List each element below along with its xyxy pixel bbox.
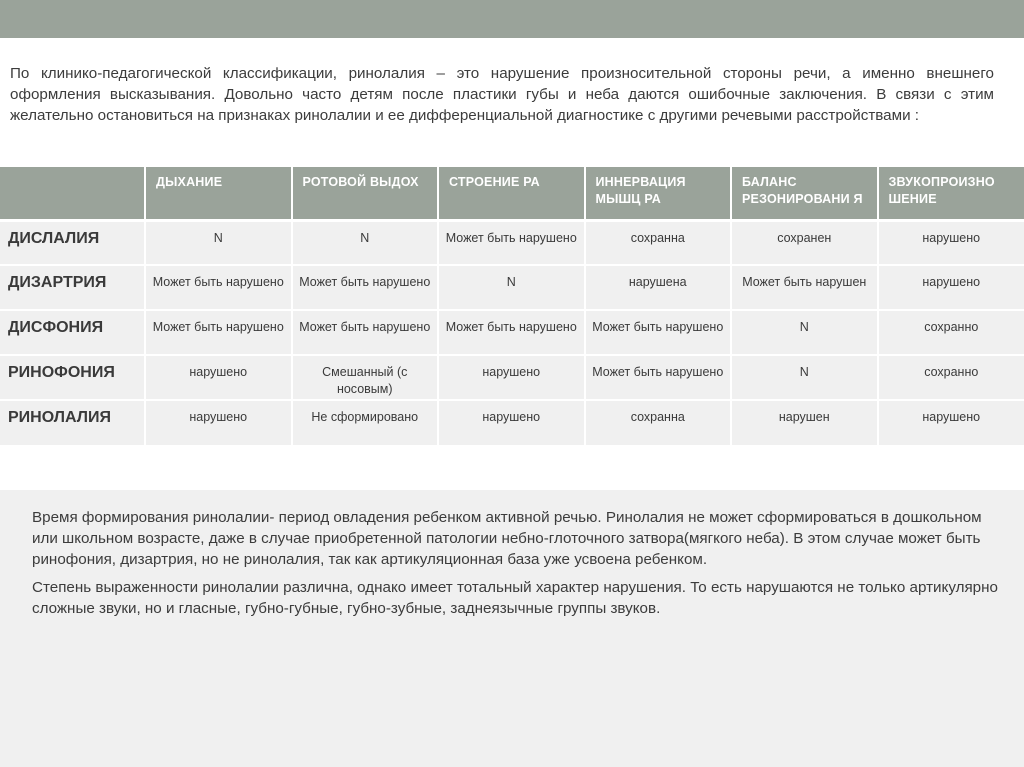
table-cell: Может быть нарушено [292, 310, 439, 355]
table-cell: N [438, 265, 585, 310]
table-row [0, 310, 1024, 355]
row-label: ДИЗАРТРИЯ [0, 265, 145, 310]
table-cell: Может быть нарушено [292, 265, 439, 310]
table-cell: Не сформировано [292, 400, 439, 445]
header-cell-resonance: БАЛАНС РЕЗОНИРОВАНИ Я [731, 167, 878, 220]
table-cell: нарушено [438, 400, 585, 445]
header-cell-oral-exhale: РОТОВОЙ ВЫДОХ [292, 167, 439, 220]
table-cell: N [145, 220, 292, 265]
table-cell: нарушен [731, 400, 878, 445]
header-cell-breathing: ДЫХАНИЕ [145, 167, 292, 220]
row-label: РИНОФОНИЯ [0, 355, 145, 400]
header-cell-sound-production: ЗВУКОПРОИЗНО ШЕНИЕ [878, 167, 1024, 220]
table-cell: нарушено [878, 220, 1024, 265]
table-cell: Может быть нарушено [438, 220, 585, 265]
table-cell: сохранна [585, 220, 732, 265]
table-cell: сохранно [878, 310, 1024, 355]
intro-paragraph: По клинико-педагогической классификации, ринолалия – это нарушение произносительной стороны речи, а именно внешнего оформления высказывания. Довольно часто детям после пластики губы и неба даются ошибочные заключения. В связи с этим желательно остановиться на признаках ринолалии и ее дифференциальной диагностике с другими речевыми расстройствами : [10, 65, 994, 124]
table-cell: сохранно [878, 355, 1024, 400]
row-label: ДИСЛАЛИЯ [0, 220, 145, 265]
row-label: ДИСФОНИЯ [0, 310, 145, 355]
table-cell: нарушено [145, 400, 292, 445]
table-cell: N [731, 310, 878, 355]
table-cell: сохранна [585, 400, 732, 445]
table-cell: нарушена [585, 265, 732, 310]
table-cell: нарушено [438, 355, 585, 400]
table-cell: Может быть нарушено [585, 310, 732, 355]
table-cell: нарушено [878, 265, 1024, 310]
table-cell: Может быть нарушено [145, 310, 292, 355]
table-header-row [0, 167, 1024, 220]
header-band [0, 0, 1024, 38]
table-cell: сохранен [731, 220, 878, 265]
table-row [0, 400, 1024, 445]
table-cell: Может быть нарушено [585, 355, 732, 400]
table-cell: Может быть нарушен [731, 265, 878, 310]
table-cell: Может быть нарушено [438, 310, 585, 355]
comparison-table [0, 167, 1024, 445]
summary-box [0, 490, 1024, 767]
header-cell-innervation: ИННЕРВАЦИЯ МЫШЦ РА [585, 167, 732, 220]
table-cell: нарушено [145, 355, 292, 400]
header-cell-structure: СТРОЕНИЕ РА [438, 167, 585, 220]
table-row [0, 355, 1024, 400]
table-cell: Может быть нарушено [145, 265, 292, 310]
table-row [0, 220, 1024, 265]
table-cell: Смешанный (с носовым) [292, 355, 439, 400]
table-cell: N [292, 220, 439, 265]
summary-paragraph-severity: Степень выраженности ринолалии различна, однако имеет тотальный характер нарушения. То есть нарушаются не только артикулярно сложные звуки, но и гласные, губно-губные, губно-зубные, заднеязычные группы звуков. [32, 579, 998, 617]
summary-paragraph-formation: Время формирования ринолалии- период овладения ребенком активной речью. Ринолалия не может сформироваться в дошкольном или школьном возрасте, даже в случае приобретенной патологии небно-глоточного затвора(мягкого неба). В этом случае может быть ринофония, дизартрия, но не ринолалия, так как артикуляционная база уже усвоена ребенком. [32, 509, 982, 568]
row-label: РИНОЛАЛИЯ [0, 400, 145, 445]
table-cell: N [731, 355, 878, 400]
table-row [0, 265, 1024, 310]
header-cell-empty [0, 167, 145, 220]
table-cell: нарушено [878, 400, 1024, 445]
comparison-table-container [0, 167, 1024, 445]
